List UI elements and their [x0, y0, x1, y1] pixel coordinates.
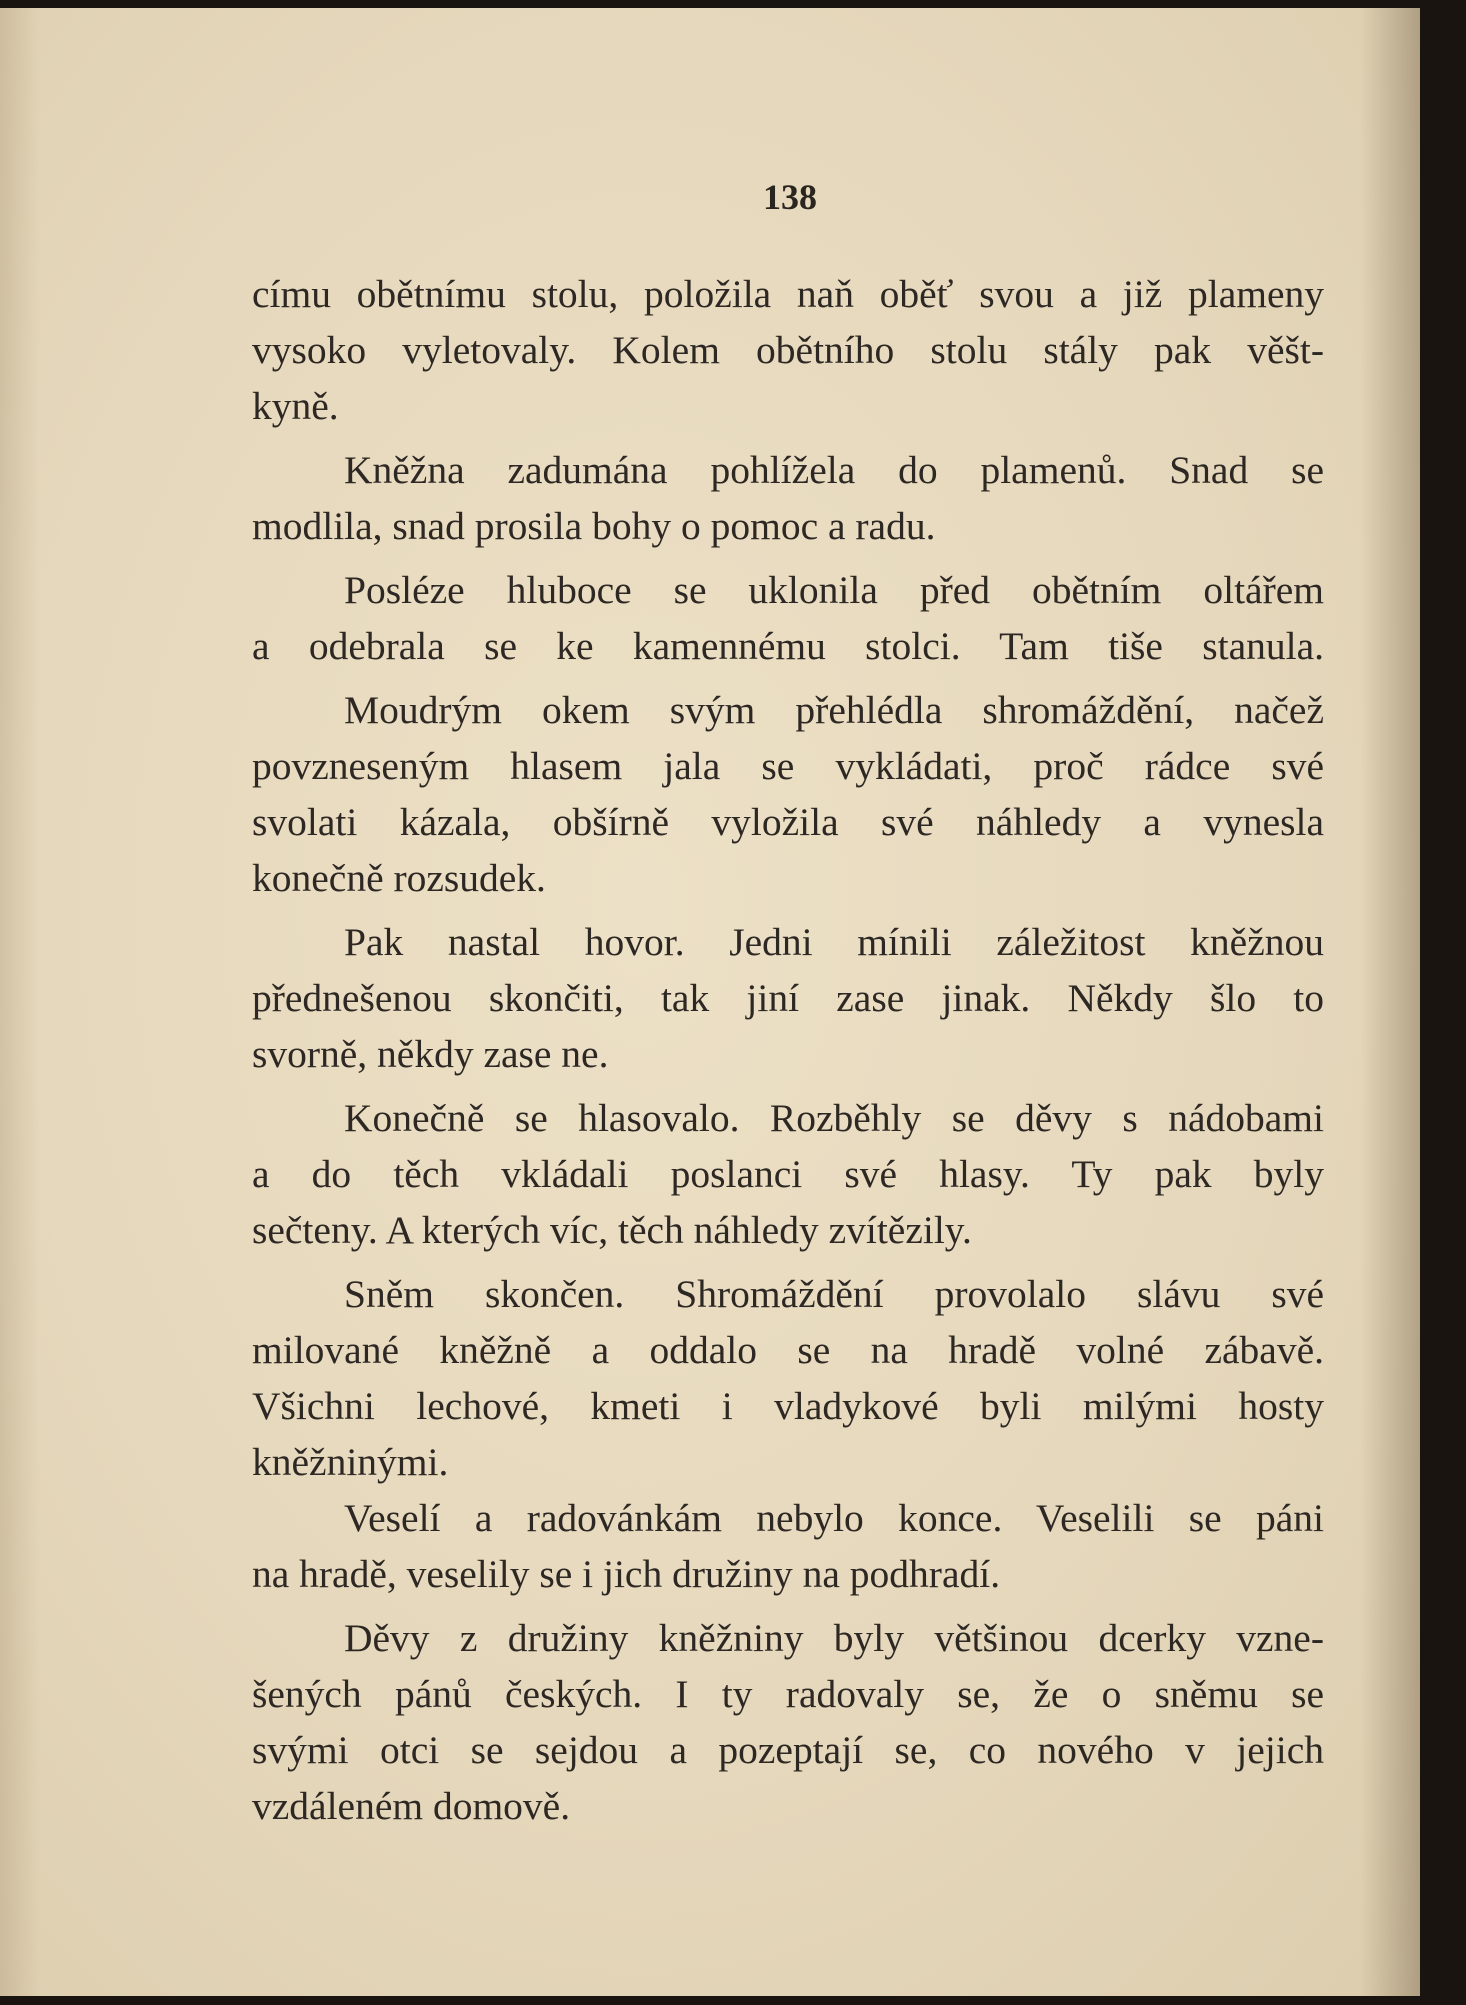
book-page	[0, 8, 1420, 1996]
text-line: Děvy z družiny kněžniny byly většinou dcerky vzne-	[344, 1616, 1324, 1660]
text-line: Moudrým okem svým přehlédla shromáždění, načež	[344, 688, 1324, 732]
text-line: címu obětnímu stolu, položila naň oběť svou a již plameny	[252, 272, 1324, 316]
page-number: 138	[763, 177, 817, 217]
text-line: svolati kázala, obšírně vyložila své náhledy a vynesla	[252, 800, 1324, 844]
text-line: Sněm skončen. Shromáždění provolalo slávu své	[344, 1272, 1324, 1316]
text-line: na hradě, veselily se i jich družiny na podhradí.	[252, 1552, 1001, 1596]
text-line: konečně rozsudek.	[252, 856, 546, 900]
text-line: Kněžna zadumána pohlížela do plamenů. Snad se	[344, 448, 1324, 492]
text-line: modlila, snad prosila bohy o pomoc a radu.	[252, 504, 936, 548]
text-line: šených pánů českých. I ty radovaly se, že o sněmu se	[252, 1672, 1324, 1716]
text-line: a odebrala se ke kamennému stolci. Tam tiše stanula.	[252, 624, 1324, 668]
text-line: kněžninými.	[252, 1440, 449, 1484]
text-line: přednešenou skončiti, tak jiní zase jinak. Někdy šlo to	[252, 976, 1324, 1020]
text-line: svými otci se sejdou a pozeptají se, co nového v jejich	[252, 1728, 1324, 1772]
text-line: vzdáleném domově.	[252, 1784, 571, 1828]
text-line: Konečně se hlasovalo. Rozběhly se děvy s nádobami	[344, 1096, 1324, 1140]
text-line: kyně.	[252, 384, 339, 428]
text-line: sečteny. A kterých víc, těch náhledy zvítězily.	[252, 1208, 972, 1252]
text-line: vysoko vyletovaly. Kolem obětního stolu stály pak věšt-	[252, 328, 1324, 372]
body-text	[252, 266, 1324, 1834]
text-line: milované kněžně a oddalo se na hradě volné zábavě.	[252, 1328, 1324, 1372]
text-line: Všichni lechové, kmeti i vladykové byli milými hosty	[252, 1384, 1324, 1428]
text-line: Posléze hluboce se uklonila před obětním oltářem	[344, 568, 1324, 612]
text-line: svorně, někdy zase ne.	[252, 1032, 609, 1076]
text-line: Pak nastal hovor. Jedni mínili záležitost kněžnou	[344, 920, 1324, 964]
text-line: a do těch vkládali poslanci své hlasy. Ty pak byly	[252, 1152, 1324, 1196]
text-line: Veselí a radovánkám nebylo konce. Veselili se páni	[344, 1496, 1324, 1540]
text-line: povzneseným hlasem jala se vykládati, proč rádce své	[252, 744, 1324, 788]
